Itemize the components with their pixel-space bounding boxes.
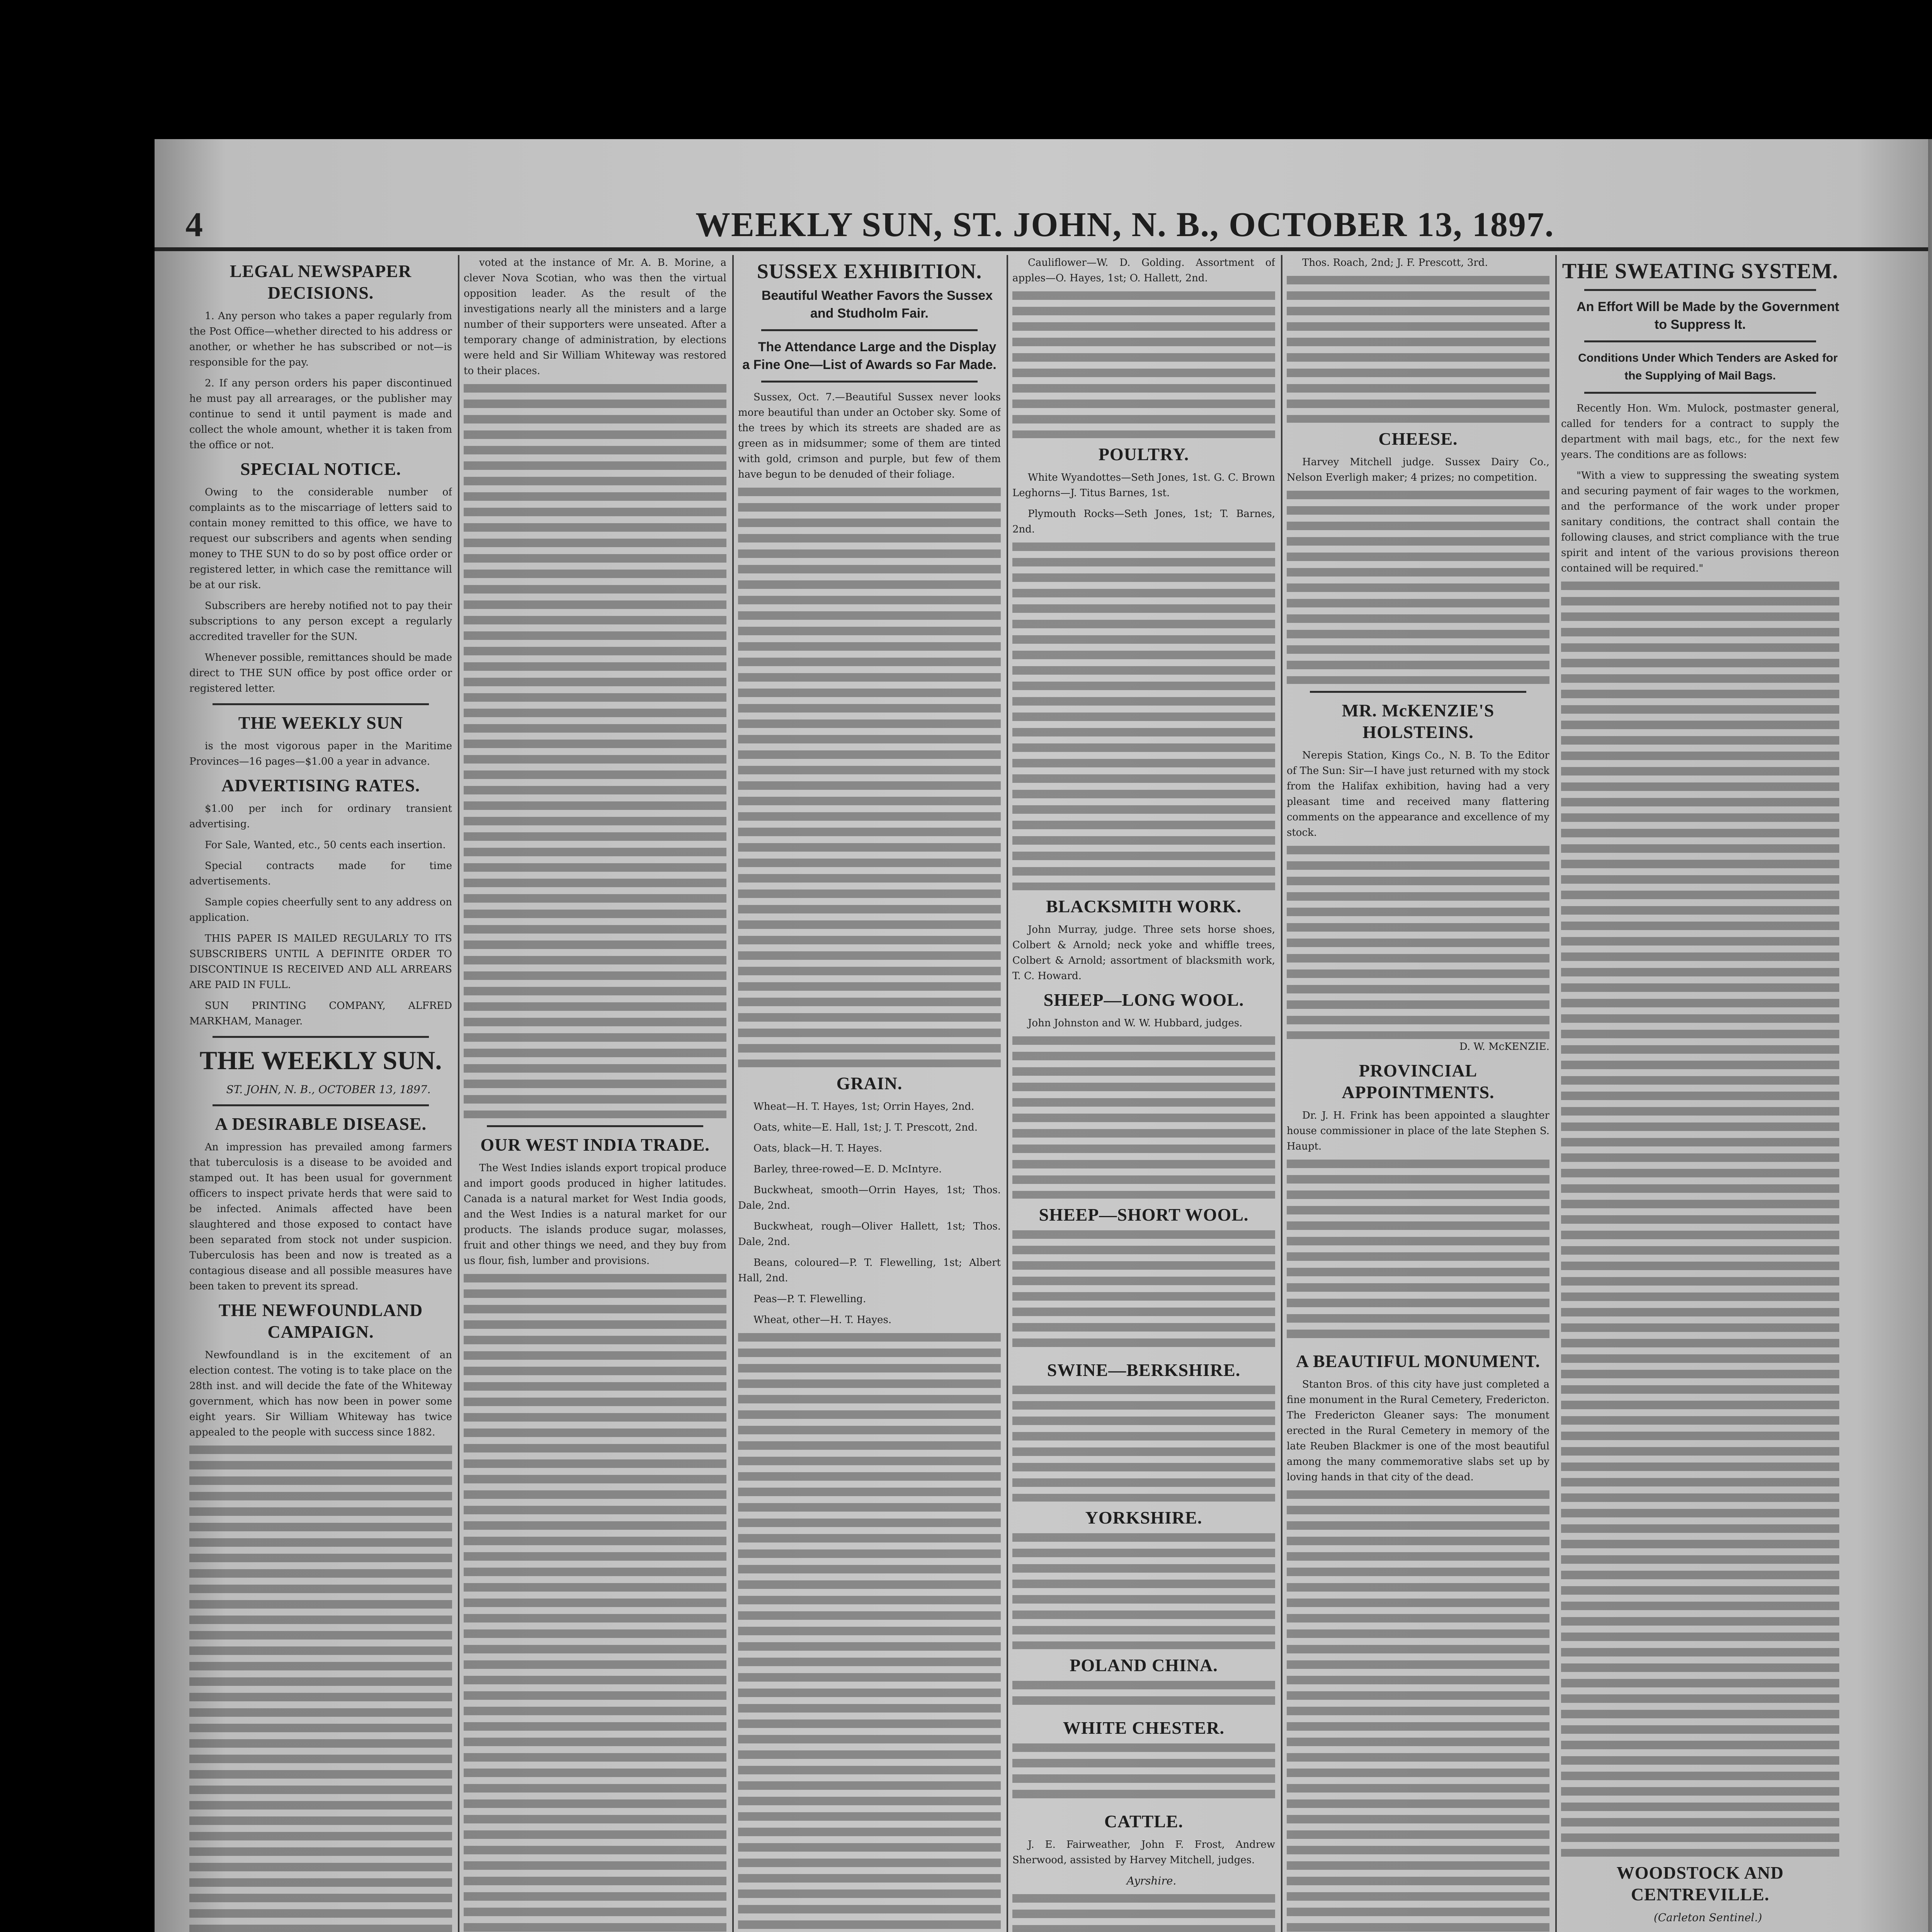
paragraph: voted at the instance of Mr. A. B. Morine, a clever Nova Scotian, who was then the virtual opposition leader. As the result of the investigations nearly all the ministers and a large number of their supporters were unseated. After a temporary change of administration, by elections were held and Sir William Whiteway was restored to their places. xyxy=(464,257,726,377)
paragraph: 2. If any person orders his paper discontinued he must pay all arrearages, or the publisher may continue to send it until payment is made and collect the whole amount, whether it is taken from the office or not. xyxy=(189,378,452,451)
paragraph: Sample copies cheerfully sent to any address on application. xyxy=(189,896,452,923)
illegible-text-block xyxy=(1287,491,1549,684)
masthead: THE WEEKLY SUN. xyxy=(199,1046,442,1075)
award-line: Oats, white—E. Hall, 1st; J. T. Prescott, 2nd. xyxy=(753,1122,978,1133)
illegible-text-block xyxy=(1287,276,1549,423)
paragraph: Dr. J. H. Frink has been appointed a slaughter house commissioner in place of the late Stephen S. Haupt. xyxy=(1287,1110,1549,1152)
divider xyxy=(761,381,978,383)
illegible-text-block xyxy=(1012,1894,1275,1932)
paragraph: 1. Any person who takes a paper regularly from the Post Office—whether directed to his address or another, or whether he has subscribed or not—is responsible for the pay. xyxy=(189,310,452,368)
illegible-text-block xyxy=(1012,291,1275,438)
award-line: White Wyandottes—Seth Jones, 1st. G. C. Brown Leghorns—J. Titus Barnes, 1st. xyxy=(1012,472,1275,499)
divider xyxy=(213,1036,429,1038)
illegible-text-block xyxy=(1287,846,1549,1039)
column-5 xyxy=(1287,255,1549,1932)
paragraph: Newfoundland is in the excitement of an election contest. The voting is to take place on the 28th inst. and will decide the fate of the Whiteway government, which has now been in power some eight years. Sir William Whiteway has twice appealed to the people with success since 1882. xyxy=(189,1349,452,1438)
illegible-text-block xyxy=(1012,1036,1275,1199)
heading-blacksmith-work: BLACKSMITH WORK. xyxy=(1046,896,1242,916)
heading-newfoundland-campaign: THE NEWFOUNDLAND CAMPAIGN. xyxy=(218,1300,423,1342)
divider xyxy=(487,1125,703,1127)
heading-cattle: CATTLE. xyxy=(1104,1811,1184,1831)
heading-woodstock-centreville: WOODSTOCK AND CENTREVILLE. xyxy=(1616,1863,1784,1904)
heading-special-notice: SPECIAL NOTICE. xyxy=(240,459,401,479)
illegible-text-block xyxy=(738,488,1001,1067)
signature-line: D. W. McKENZIE. xyxy=(1459,1041,1549,1053)
illegible-text-block xyxy=(464,384,726,1118)
column-rule xyxy=(1281,255,1282,1932)
divider xyxy=(1584,289,1816,291)
paragraph: Sussex, Oct. 7.—Beautiful Sussex never looks more beautiful than under an October sky. Some of the trees by which its streets are shaded are as green as in midsummer; some of them are tinted with gold, crimson and purple, but few of them have begun to be denuded of their foliage. xyxy=(738,391,1001,480)
subheading: Conditions Under Which Tenders are Asked for the Supplying of Mail Bags. xyxy=(1578,352,1838,382)
heading-mckenzie-holsteins: MR. McKENZIE'S HOLSTEINS. xyxy=(1342,701,1495,742)
illegible-text-block xyxy=(189,1446,452,1932)
illegible-text-block xyxy=(464,1274,726,1932)
divider xyxy=(761,329,978,331)
paragraph: Cauliflower—W. D. Golding. Assortment of apples—O. Hayes, 1st; O. Hallett, 2nd. xyxy=(1012,257,1275,284)
paragraph: John Johnston and W. W. Hubbard, judges. xyxy=(1028,1017,1243,1029)
paragraph: Subscribers are hereby notified not to pay their subscriptions to any person except a regularly accredited traveller for the SUN. xyxy=(189,600,452,643)
column-rule xyxy=(1555,255,1557,1932)
award-line: Beans, coloured—P. T. Flewelling, 1st; Albert Hall, 2nd. xyxy=(738,1257,1001,1284)
heading-legal-decisions: LEGAL NEWSPAPER DECISIONS. xyxy=(230,261,412,303)
paragraph: SUN PRINTING COMPANY, ALFRED MARKHAM, Manager. xyxy=(189,1000,452,1027)
heading-cheese: CHEESE. xyxy=(1378,429,1458,449)
heading-sussex-exhibition: SUSSEX EXHIBITION. xyxy=(757,260,982,283)
column-3 xyxy=(738,255,1001,1932)
heading-provincial-appointments: PROVINCIAL APPOINTMENTS. xyxy=(1342,1061,1495,1102)
award-line: Barley, three-rowed—E. D. McIntyre. xyxy=(753,1163,942,1175)
newspaper-page xyxy=(155,139,1928,1932)
illegible-text-block xyxy=(1012,1230,1275,1354)
paragraph: $1.00 per inch for ordinary transient advertising. xyxy=(189,803,452,830)
paragraph: Recently Hon. Wm. Mulock, postmaster general, called for tenders for a contract to supply the department with mail bags, etc., for the next few years. The conditions are as follows: xyxy=(1561,403,1839,461)
paragraph: J. E. Fairweather, John F. Frost, Andrew Sherwood, assisted by Harvey Mitchell, judges. xyxy=(1012,1839,1275,1866)
illegible-text-block xyxy=(1012,543,1275,890)
column-rule xyxy=(458,255,459,1932)
column-rule xyxy=(1007,255,1008,1932)
page-number: 4 xyxy=(185,206,203,244)
divider xyxy=(1310,691,1526,693)
award-line: Wheat, other—H. T. Hayes. xyxy=(753,1314,892,1326)
subheading: The Attendance Large and the Display a Fine One—List of Awards so Far Made. xyxy=(742,340,997,372)
illegible-text-block xyxy=(1287,1490,1549,1932)
heading-weekly-sun: THE WEEKLY SUN xyxy=(238,713,403,733)
heading-yorkshire: YORKSHIRE. xyxy=(1085,1508,1202,1527)
column-4 xyxy=(1012,255,1275,1932)
heading-poland-china: POLAND CHINA. xyxy=(1070,1655,1218,1675)
illegible-text-block xyxy=(1012,1681,1275,1712)
paragraph: Special contracts made for time advertisements. xyxy=(189,860,452,887)
award-line: Peas—P. T. Flewelling. xyxy=(753,1293,866,1305)
paragraph: Nerepis Station, Kings Co., N. B. To the Editor of The Sun: Sir—I have just returned with my stock from the Halifax exhibition, having had a very pleasant time and received many flattering comments on the appearance and excellence of my stock. xyxy=(1287,750,1549,838)
divider xyxy=(213,1104,429,1106)
paragraph: is the most vigorous paper in the Maritime Provinces—16 pages—$1.00 a year in advance. xyxy=(189,740,452,767)
heading-sheep-short-wool: SHEEP—SHORT WOOL. xyxy=(1039,1205,1249,1225)
adjacent-page-edge xyxy=(1928,139,1932,1932)
heading-sweating-system: THE SWEATING SYSTEM. xyxy=(1562,259,1838,283)
paragraph: Whenever possible, remittances should be made direct to THE SUN office by post office order or registered letter. xyxy=(189,652,452,694)
heading-desirable-disease: A DESIRABLE DISEASE. xyxy=(215,1114,427,1134)
subheading-ayrshire: Ayrshire. xyxy=(1126,1874,1177,1887)
heading-sheep-long-wool: SHEEP—LONG WOOL. xyxy=(1043,990,1244,1010)
illegible-text-block xyxy=(738,1333,1001,1932)
illegible-text-block xyxy=(1287,1160,1549,1345)
heading-swine-berkshire: SWINE—BERKSHIRE. xyxy=(1047,1360,1241,1380)
paragraph: An impression has prevailed among farmers that tuberculosis is a disease to be avoided and stamped out. It has been usual for government officers to inspect private herds that were said to be infected. Animals affected have been slaughtered and those exposed to contact have been separated from stock not under suspicion. Tuberculosis has been and now is treated as a contagious disease and all possible measures have been taken to prevent its spread. xyxy=(189,1141,452,1292)
source-note: (Carleton Sentinel.) xyxy=(1653,1911,1762,1924)
paragraph: Thos. Roach, 2nd; J. F. Prescott, 3rd. xyxy=(1302,257,1488,269)
paragraph: The West Indies islands export tropical produce and import goods produced in higher latitudes. Canada is a natural market for West India goods, and the West Indies is a natural market for our products. The islands produce sugar, molasses, fruit and other things we need, and they buy from us flour, fish, lumber and provisions. xyxy=(464,1162,726,1267)
running-title: WEEKLY SUN, ST. JOHN, N. B., OCTOBER 13, 1897. xyxy=(696,206,1554,244)
column-rule xyxy=(732,255,734,1932)
heading-advertising-rates: ADVERTISING RATES. xyxy=(221,776,420,795)
subheading: Beautiful Weather Favors the Sussex and Studholm Fair. xyxy=(761,288,993,321)
column-2 xyxy=(464,255,726,1932)
illegible-text-block xyxy=(1012,1743,1275,1805)
paragraph: Stanton Bros. of this city have just completed a fine monument in the Rural Cemetery, Fredericton. The Fredericton Gleaner says: The monument erected in the Rural Cemetery in memory of the late Reuben Blackmer is one of the most beautiful among the many commemorative slabs set up by loving hands in that city of the dead. xyxy=(1287,1379,1549,1483)
award-line: Plymouth Rocks—Seth Jones, 1st; T. Barnes, 2nd. xyxy=(1012,508,1275,535)
dateline: ST. JOHN, N. B., OCTOBER 13, 1897. xyxy=(226,1083,431,1096)
paragraph: Harvey Mitchell judge. Sussex Dairy Co., Nelson Everligh maker; 4 prizes; no competition. xyxy=(1287,456,1549,483)
illegible-text-block xyxy=(1012,1386,1275,1502)
paragraph: For Sale, Wanted, etc., 50 cents each insertion. xyxy=(205,839,446,851)
heading-white-chester: WHITE CHESTER. xyxy=(1063,1718,1225,1738)
divider xyxy=(213,703,429,705)
column-6 xyxy=(1561,255,1839,1932)
divider xyxy=(1584,340,1816,342)
award-line: Buckwheat, rough—Oliver Hallett, 1st; Thos. Dale, 2nd. xyxy=(738,1221,1001,1248)
subheading: An Effort Will be Made by the Government to Suppress It. xyxy=(1577,299,1839,332)
award-line: Oats, black—H. T. Hayes. xyxy=(753,1143,883,1154)
paragraph: "With a view to suppressing the sweating system and securing payment of fair wages to the workmen, and the performance of the work under proper sanitary conditions, the contract shall contain the following clauses, and strict compliance with the true spirit and intent of the various provisions thereon contained will be required." xyxy=(1561,470,1839,574)
heading-poultry: POULTRY. xyxy=(1098,444,1189,464)
running-head xyxy=(155,197,1928,251)
heading-beautiful-monument: A BEAUTIFUL MONUMENT. xyxy=(1296,1351,1541,1371)
heading-west-india-trade: OUR WEST INDIA TRADE. xyxy=(480,1135,710,1155)
heading-grain: GRAIN. xyxy=(836,1073,903,1093)
illegible-text-block xyxy=(1561,582,1839,1857)
paragraph: THIS PAPER IS MAILED REGULARLY TO ITS SUBSCRIBERS UNTIL A DEFINITE ORDER TO DISCONTINUE IS RECEIVED AND ALL ARREARS ARE PAID IN FULL. xyxy=(189,933,452,991)
divider xyxy=(1584,392,1816,394)
award-line: Buckwheat, smooth—Orrin Hayes, 1st; Thos. Dale, 2nd. xyxy=(738,1184,1001,1211)
paragraph: Owing to the considerable number of complaints as to the miscarriage of letters said to contain money remitted to this office, we have to request our subscribers and agents when sending money to THE SUN to do so by post office order or registered letter, in which case the remittance will be at our risk. xyxy=(189,486,452,591)
award-line: Wheat—H. T. Hayes, 1st; Orrin Hayes, 2nd. xyxy=(753,1101,975,1112)
paragraph: John Murray, judge. Three sets horse shoes, Colbert & Arnold; neck yoke and whiffle trees, Colbert & Arnold; assortment of blacksmith work, T. C. Howard. xyxy=(1012,924,1275,982)
illegible-text-block xyxy=(1012,1533,1275,1649)
column-1 xyxy=(189,255,452,1932)
